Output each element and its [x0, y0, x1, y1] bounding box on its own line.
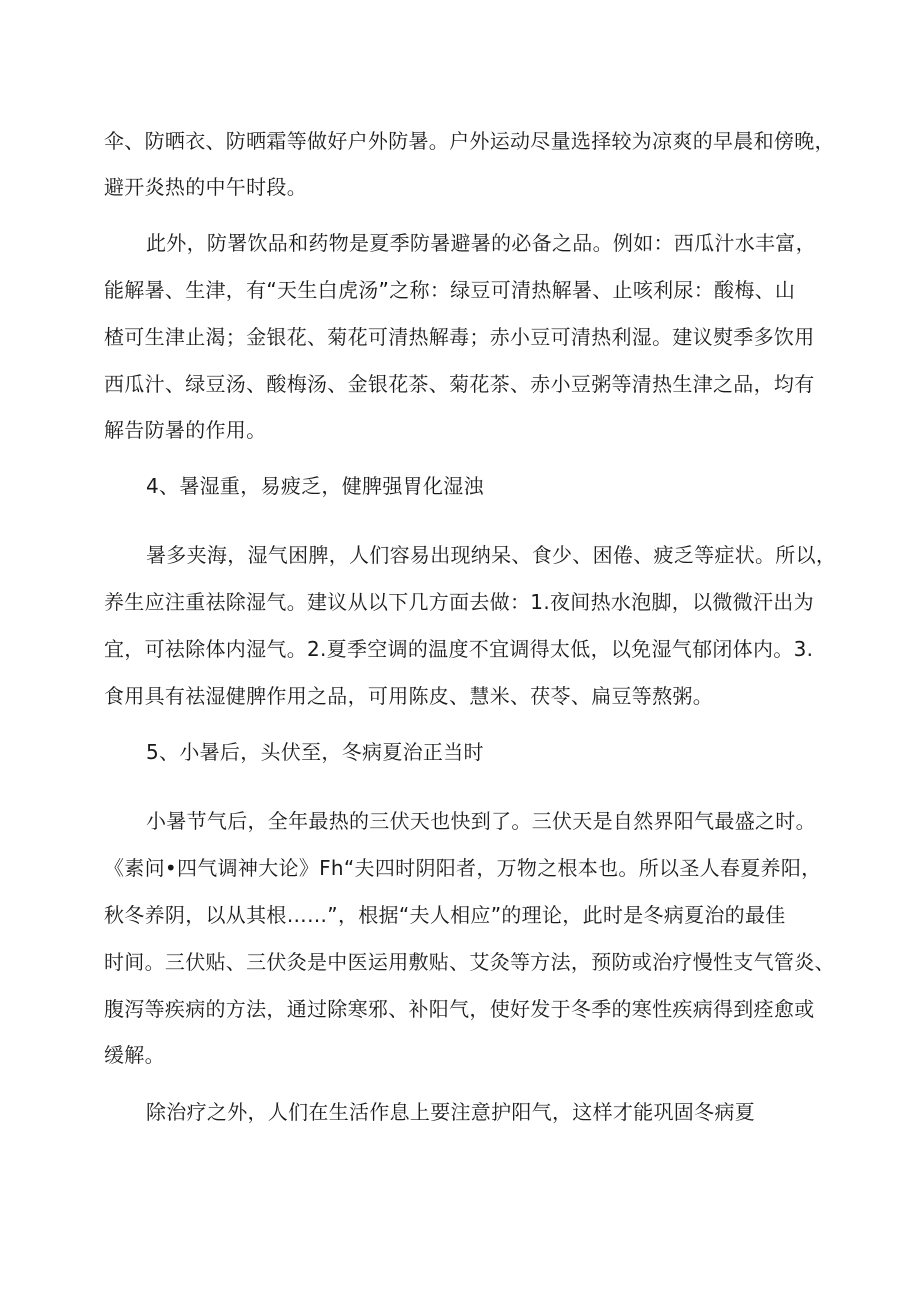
paragraph-line: 腹泻等疾病的方法，通过除寒邪、补阳气，使好发于冬季的寒性疾病得到痊愈或: [104, 997, 815, 1021]
paragraph-line: 缓解。: [104, 1043, 165, 1067]
paragraph-line: 西瓜汁、绿豆汤、酸梅汤、金银花茶、菊花茶、赤小豆粥等清热生津之品，均有: [104, 372, 815, 396]
paragraph-line: 食用具有祛湿健脾作用之品，可用陈皮、慧米、茯苓、扁豆等熬粥。: [104, 684, 713, 708]
paragraph-line: 此外，防署饮品和药物是夏季防暑避暑的必备之品。例如：西瓜汁水丰富，: [146, 231, 816, 255]
paragraph-line: 养生应注重祛除湿气。建议从以下几方面去做：1.夜间热水泡脚，以微微汗出为: [104, 590, 814, 614]
paragraph-line: 除治疗之外，人们在生活作息上要注意护阳气，这样才能巩固冬病夏: [146, 1100, 755, 1124]
paragraph-line: 《素问•四气调神大论》Fh“夫四时阴阳者，万物之根本也。所以圣人春夏养阳，: [104, 856, 822, 880]
section-heading-4: 4、暑湿重，易疲乏，健脾强胃化湿浊: [146, 474, 484, 498]
paragraph-line: 宜，可祛除体内湿气。2.夏季空调的温度不宜调得太低，以免湿气郁闭体内。3.: [104, 637, 814, 661]
paragraph-line: 伞、防晒衣、防晒霜等做好户外防暑。户外运动尽量选择较为凉爽的早晨和傍晚，: [104, 129, 835, 153]
paragraph-line: 小暑节气后，全年最热的三伏天也快到了。三伏天是自然界阳气最盛之时。: [146, 809, 816, 833]
paragraph-line: 能解暑、生津，有“天生白虎汤”之称：绿豆可清热解暑、止咳利尿：酸梅、山: [104, 278, 796, 302]
paragraph-line: 秋冬养阴，以从其根……”，根据“夫人相应”的理论，此时是冬病夏治的最佳: [104, 903, 786, 927]
paragraph-line: 解告防暑的作用。: [104, 418, 267, 442]
paragraph-line: 暑多夹海，湿气困脾，人们容易出现纳呆、食少、困倦、疲乏等症状。所以，: [146, 543, 837, 567]
paragraph-line: 楂可生津止渴；金银花、菊花可清热解毒；赤小豆可清热利湿。建议熨季多饮用: [104, 325, 815, 349]
paragraph-line: 时间。三伏贴、三伏灸是中医运用敷贴、艾灸等方法，预防或治疗慢性支气管炎、: [104, 950, 835, 974]
section-heading-5: 5、小暑后，头伏至，冬病夏治正当时: [146, 740, 484, 764]
paragraph-line: 避开炎热的中午时段。: [104, 175, 307, 199]
